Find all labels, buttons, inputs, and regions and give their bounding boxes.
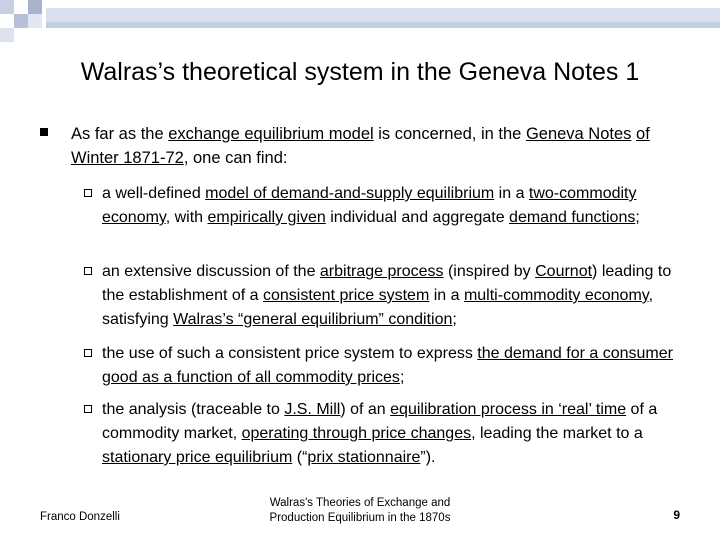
square-bullet-icon xyxy=(40,128,48,136)
header-decoration xyxy=(0,0,720,42)
list-item-text: the analysis (traceable to J.S. Mill) of an equilibration process in ‘real’ time of a commodity market, operating through price changes, leading the market to a stationary price equilibrium (“prix stationnaire”). xyxy=(102,401,658,466)
hollow-square-bullet-icon xyxy=(84,405,92,413)
footer-title xyxy=(240,496,480,526)
footer-author: Franco Donzelli xyxy=(40,511,120,523)
intro-paragraph: As far as the exchange equilibrium model is concerned, in the Geneva Notes of Winter 1871-72, one can find: xyxy=(71,125,650,167)
list-item-text: the use of such a consistent price system to express the demand for a consumer good as a function of all commodity prices; xyxy=(102,345,673,386)
footer-title-line: Production Equilibrium in the 1870s xyxy=(269,512,451,524)
list-item-text: an extensive discussion of the arbitrage process (inspired by Cournot) leading to the establishment of a consistent price system in a multi-commodity economy, satisfying Walras’s “general equilibrium” condition; xyxy=(102,263,672,328)
footer-title-line: Walras's Theories of Exchange and xyxy=(269,497,451,509)
hollow-square-bullet-icon xyxy=(84,189,92,197)
page-number: 9 xyxy=(673,508,680,522)
hollow-square-bullet-icon xyxy=(84,349,92,357)
list-item-text: a well-defined model of demand-and-supply equilibrium in a two-commodity economy, with empirically given individual and aggregate demand functions; xyxy=(102,185,640,226)
slide-title: Walras’s theoretical system in the Geneva Notes 1 xyxy=(80,58,640,86)
hollow-square-bullet-icon xyxy=(84,267,92,275)
